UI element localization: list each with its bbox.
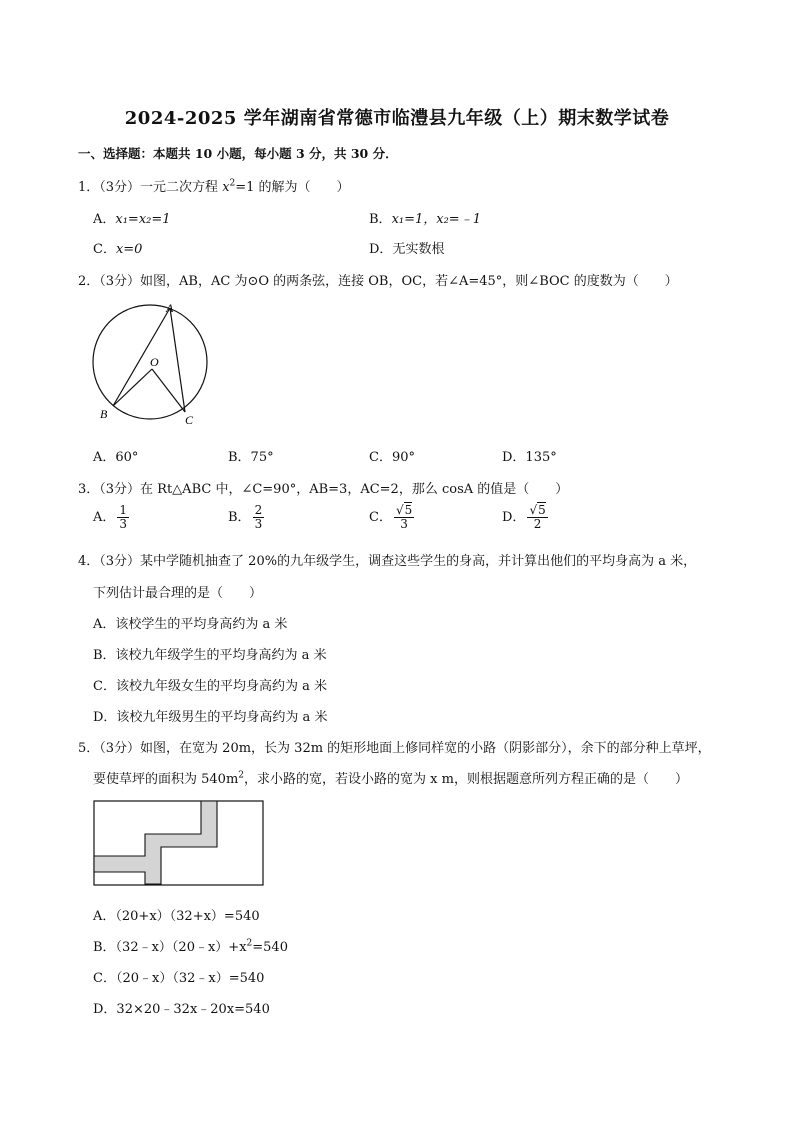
q1-option-a[interactable] [93,208,171,227]
option-label: C． [93,242,116,257]
q4-option-b[interactable]: B．该校九年级学生的平均身高约为 a 米 [93,648,327,663]
circle-figure [88,298,218,428]
numerator: 1 [119,503,128,517]
q1-text-post: =1 的解为（ ） [235,180,350,195]
option-label: D． [502,510,526,525]
q1-option-d[interactable] [369,238,444,257]
question-4-line1: 4．（3分）某中学随机抽查了 20%的九年级学生，调查这些学生的身高，并计算出他们的平均身高为 a 米， [78,554,697,569]
option-label: A． [93,510,116,525]
radicand: 5 [538,503,546,517]
option-text: x₁=1，x₂=﹣1 [391,212,481,227]
q5-option-a[interactable]: A．（20+x）（32+x）=540 [93,909,260,924]
option-label: D． [369,242,393,257]
label-c: C [185,413,194,427]
q1-exp: 2 [229,178,236,189]
fraction [253,504,265,531]
chord-ab [113,308,170,406]
question-1 [78,176,350,195]
denominator: 2 [533,517,542,531]
q4-option-c[interactable]: C．该校九年级女生的平均身高约为 a 米 [93,679,327,694]
option-text: x₁=x₂=1 [115,212,171,227]
label-o: O [150,355,159,369]
q4-option-a[interactable]: A．该校学生的平均身高约为 a 米 [93,617,288,632]
question-3: 3．（3分）在 Rt△ABC 中，∠C=90°，AB=3，AC=2，那么 cosA 的值是（ ） [78,482,569,497]
segment-ob [113,369,152,406]
page-title: 2024-2025 学年湖南省常德市临澧县九年级（上）期末数学试卷 [124,108,670,129]
q5-option-c[interactable]: C．（20﹣x）（32﹣x）=540 [93,971,265,986]
option-label: B． [228,510,251,525]
denominator: 3 [400,517,408,531]
q2-option-d[interactable]: D．135° [502,450,557,465]
q1-var: x [222,180,230,195]
q5-b-exp: 2 [246,938,253,949]
option-label: A． [93,212,116,227]
radicand: 5 [404,503,413,517]
option-text: 无实数根 [392,242,445,257]
numerator-sqrt: √5 [529,503,546,517]
denominator: 3 [119,517,128,531]
q1-option-b[interactable] [369,208,481,227]
option-label: C． [369,510,392,525]
q5-option-d[interactable]: D．32×20﹣32x﹣20x=540 [93,1002,270,1017]
option-label: B． [369,212,392,227]
q5-line2-pre: 要使草坪的面积为 540m [93,772,239,787]
fraction [117,504,129,531]
q1-option-c[interactable] [93,238,142,257]
q2-option-b[interactable]: B．75° [228,450,274,465]
q3-option-c[interactable] [369,504,414,531]
q5-b-pre: B．（32﹣x）（20﹣x）+x [93,940,247,955]
option-text: x=0 [115,242,143,257]
question-5-line2 [93,768,688,787]
fraction [527,504,547,531]
question-2: 2．（3分）如图，AB，AC 为⊙O 的两条弦，连接 OB，OC，若∠A=45°，则∠BOC 的度数为（ ） [78,274,678,289]
rectangle-path-figure [93,800,265,888]
q2-option-c[interactable]: C．90° [369,450,415,465]
numerator-sqrt: √5 [395,503,413,517]
q5-option-b[interactable] [93,936,288,955]
section-heading: 一、选择题：本题共 10 小题，每小题 3 分，共 30 分． [78,146,398,161]
q1-text-pre: 1．（3分）一元二次方程 [78,180,223,195]
question-4-line2: 下列估计最合理的是（ ） [93,586,263,601]
question-5-line1: 5．（3分）如图，在宽为 20m，长为 32m 的矩形地面上修同样宽的小路（阴影部分），余下的部分种上草坪， [78,741,711,756]
label-a: A [166,301,174,315]
q5-b-post: =540 [252,940,288,955]
q3-option-b[interactable] [228,504,264,531]
q3-option-a[interactable] [93,504,129,531]
q4-option-d[interactable]: D．该校九年级男生的平均身高约为 a 米 [93,710,328,725]
q3-option-d[interactable] [502,504,548,531]
q5-line2-post: ，求小路的宽，若设小路的宽为 x m，则根据题意所列方程正确的是（ ） [244,772,688,787]
chord-ac [170,308,185,412]
q2-option-a[interactable]: A．60° [93,450,139,465]
q5-line2-exp: 2 [238,770,245,781]
numerator: 2 [254,503,263,517]
fraction [394,504,414,531]
denominator: 3 [254,517,263,531]
label-b: B [100,407,108,421]
